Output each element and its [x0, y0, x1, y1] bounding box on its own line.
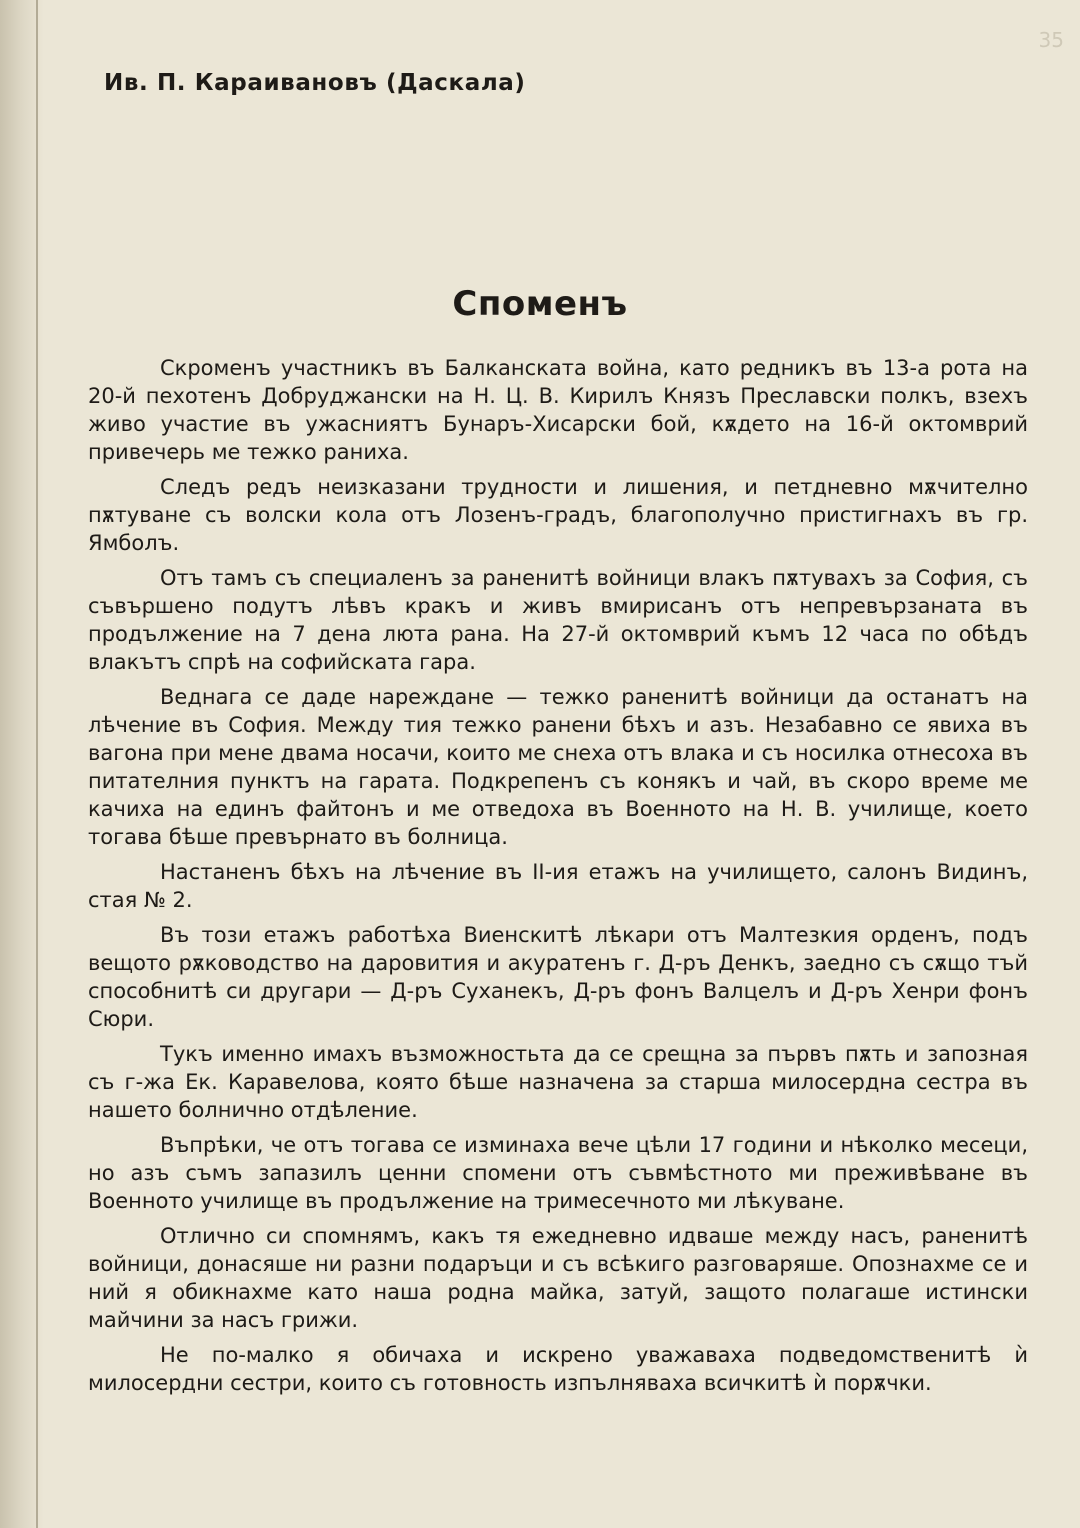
paragraph: Настаненъ бѣхъ на лѣчение въ II-ия етажъ на училището, салонъ Видинъ, стая № 2. — [88, 860, 1028, 912]
binding-edge — [36, 0, 38, 1528]
paragraph: Отлично си спомнямъ, какъ тя ежедневно идваше между насъ, раненитѣ войници, донасяше ни разни подаръци и съ всѣкиго разговаряше. Опознахме се и ний я обикнахме като наша родна майка, затуй, защото полагаше истински майчини за насъ грижи. — [88, 1224, 1028, 1332]
paragraph: Следъ редъ неизказани трудности и лишения, и петдневно мѫчително пѫтуване съ волски кола отъ Лозенъ-градъ, благополучно пристигнахъ въ гр. Ямболъ. — [88, 475, 1028, 555]
paragraph: Скроменъ участникъ въ Балканската война, като редникъ въ 13-а рота на 20-й пехотенъ Добруджански на Н. Ц. В. Кирилъ Князъ Преславски полкъ, взехъ живо участие въ ужасниятъ Бунаръ-Хисарски бой, кѫдето на 16-й октомврий привечерь ме тежко раниха. — [88, 356, 1028, 464]
paragraph: Въ този етажъ работѣха Виенскитѣ лѣкари отъ Малтезкия орденъ, подъ вещото рѫководство на даровития и акуратенъ г. Д-ръ Денкъ, заедно съ сѫщо тъй способнитѣ си другари — Д-ръ Суханекъ, Д-ръ фонъ Валцелъ и Д-ръ Хенри фонъ Сюри. — [88, 923, 1028, 1031]
paragraph: Тукъ именно имахъ възможностьта да се срещна за първъ пѫть и запозная съ г-жа Ек. Каравелова, която бѣше назначена за старша милосердна сестра въ нашето болнично отдѣление. — [88, 1042, 1028, 1122]
page-number: 35 — [1038, 28, 1064, 52]
paragraph: Веднага се даде нареждане — тежко раненитѣ войници да останатъ на лѣчение въ София. Между тия тежко ранени бѣхъ и азъ. Незабавно се явиха въ вагона при мене двама носачи, които ме снеха отъ влака и съ носилка отнесоха въ питателния пунктъ на гарата. Подкрепенъ съ конякъ и чай, въ скоро време ме качиха на единъ файтонъ и ме отведоха въ Военното на Н. В. училище, което тогава бѣше превърнато въ болница. — [88, 685, 1028, 849]
paragraph: Не по-малко я обичаха и искрено уважаваха подведомственитѣ ѝ милосердни сестри, които съ готовность изпълняваха всичкитѣ ѝ порѫчки. — [88, 1343, 1028, 1395]
article-body — [88, 354, 1028, 1404]
paragraph: Отъ тамъ съ специаленъ за раненитѣ войници влакъ пѫтувахъ за София, съ съвършено подутъ лѣвъ кракъ и живъ вмирисанъ отъ непревързаната въ продължение на 7 дена люта рана. На 27-й октомврий къмъ 12 часа по обѣдъ влакътъ спрѣ на софийската гара. — [88, 566, 1028, 674]
paragraph: Въпрѣки, че отъ тогава се изминаха вече цѣли 17 години и нѣколко месеци, но азъ съмъ запазилъ ценни спомени отъ съвмѣстното ми преживѣване въ Военното училище въ продължение на тримесечното ми лѣкуване. — [88, 1133, 1028, 1213]
article-title: Споменъ — [452, 284, 628, 324]
author-name: Ив. П. Караивановъ (Даскала) — [104, 70, 526, 96]
